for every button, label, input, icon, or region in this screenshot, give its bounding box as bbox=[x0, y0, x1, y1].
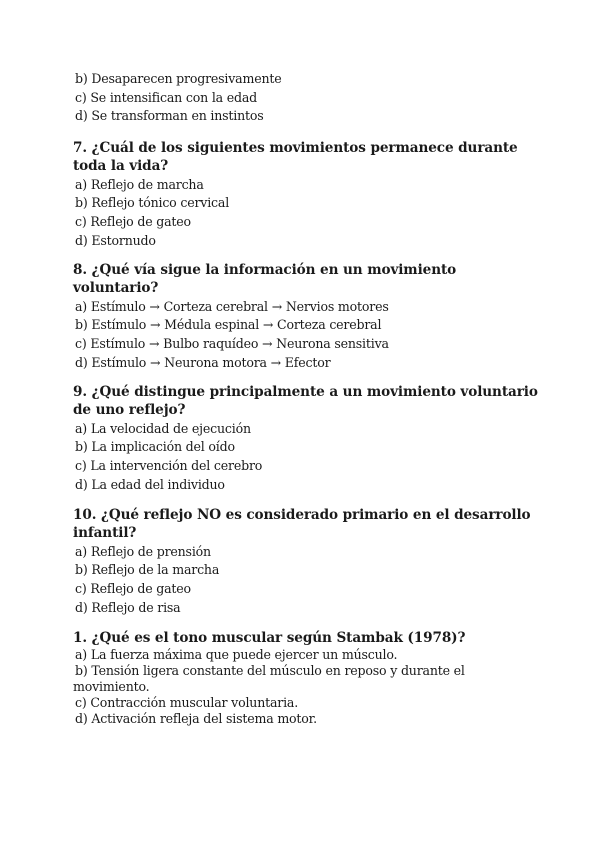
option-c: c) Se intensifican con la edad bbox=[75, 89, 258, 105]
option-b: b) Reflejo tónico cervical bbox=[75, 195, 230, 211]
option-a: a) La fuerza máxima que puede ejercer un músculo. bbox=[75, 647, 398, 662]
option-c: c) Reflejo de gateo bbox=[75, 581, 191, 596]
option-c: c) Reflejo de gateo bbox=[75, 214, 191, 229]
option-c: c) Contracción muscular voluntaria. bbox=[75, 695, 299, 710]
question-title: 10. ¿Qué reflejo NO es considerado primario en el desarrollo infantil? bbox=[73, 507, 531, 542]
option-b: b) Reflejo de la marcha bbox=[75, 562, 220, 578]
option-a: a) Reflejo de prensión bbox=[75, 543, 211, 559]
question-title: 8. ¿Qué vía sigue la información en un movimiento voluntario? bbox=[73, 262, 457, 297]
option-d: d) La edad del individuo bbox=[75, 476, 225, 492]
option-a: a) Estímulo → Corteza cerebral → Nervios motores bbox=[75, 298, 389, 314]
option-b: b) La implicación del oído bbox=[75, 439, 235, 455]
question-1 bbox=[73, 630, 483, 727]
question-8 bbox=[73, 261, 543, 372]
question-title: 7. ¿Cuál de los siguientes movimientos permanece durante toda la vida? bbox=[73, 140, 518, 175]
option-a: a) La velocidad de ejecución bbox=[75, 420, 251, 436]
option-c: c) La intervención del cerebro bbox=[75, 458, 263, 473]
option-b: b) Estímulo → Médula espinal → Corteza cerebral bbox=[75, 317, 382, 333]
question-10 bbox=[73, 506, 543, 617]
option-d: d) Activación refleja del sistema motor. bbox=[75, 711, 317, 726]
option-d: d) Reflejo de risa bbox=[75, 599, 181, 615]
option-c: c) Estímulo → Bulbo raquídeo → Neurona sensitiva bbox=[75, 336, 389, 351]
option-a: a) Reflejo de marcha bbox=[75, 176, 204, 192]
question-title: 1. ¿Qué es el tono muscular según Stambak (1978)? bbox=[73, 630, 466, 646]
option-d: d) Estornudo bbox=[75, 232, 156, 248]
option-b: b) Tensión ligera constante del músculo en reposo y durante el movimiento. bbox=[73, 663, 465, 694]
question-title: 9. ¿Qué distingue principalmente a un movimiento voluntario de uno reflejo? bbox=[73, 384, 538, 419]
question-6-continued bbox=[73, 70, 543, 126]
option-d: d) Se transforman en instintos bbox=[75, 108, 264, 124]
question-7 bbox=[73, 139, 543, 250]
option-b: b) Desaparecen progresivamente bbox=[75, 71, 282, 86]
question-9 bbox=[73, 383, 543, 494]
option-d: d) Estímulo → Neurona motora → Efector bbox=[75, 354, 331, 370]
